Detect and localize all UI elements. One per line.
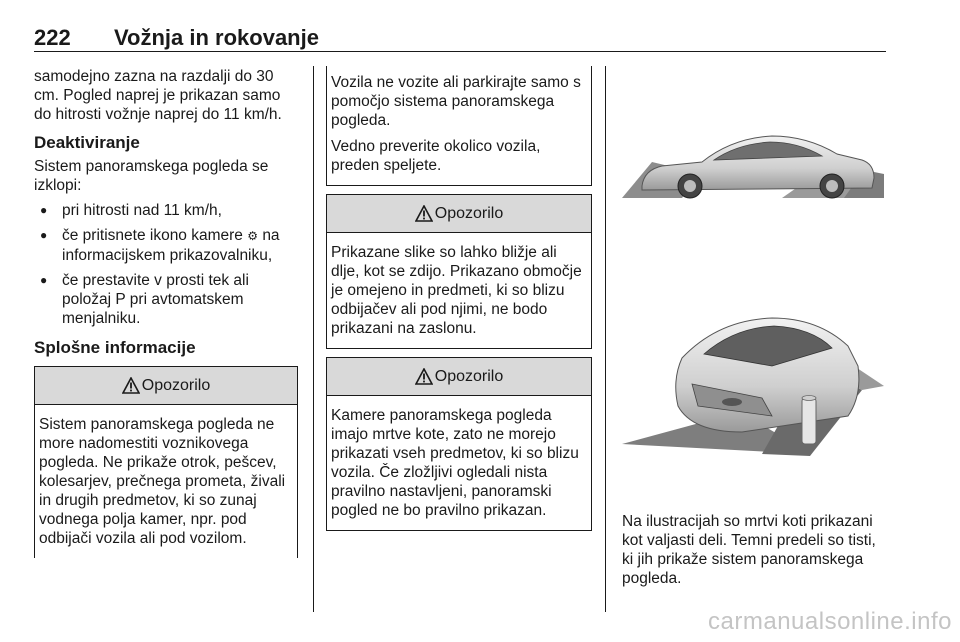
- warning-triangle-icon: [415, 205, 433, 222]
- deactivation-intro: Sistem panoramskega pogleda se izklopi:: [34, 158, 269, 194]
- side-view-car: [622, 136, 884, 198]
- column-divider-1: [313, 66, 314, 612]
- continued-paragraph-1: Vozila ne vozite ali parkirajte samo s pomočjo sistema panoramskega pogleda.: [331, 74, 581, 129]
- column-divider-2: [605, 66, 606, 612]
- car-camera-illustration: [622, 66, 884, 507]
- warning-title: Opozorilo: [434, 368, 504, 385]
- list-item-text: na informacijskem prikazovalniku,: [62, 227, 280, 264]
- warning-body: [35, 405, 297, 558]
- continued-box: [326, 66, 592, 186]
- list-item: [34, 271, 300, 328]
- page-header: [34, 26, 886, 52]
- deactivation-heading: Deaktiviranje: [34, 133, 140, 152]
- page-number: 222: [34, 25, 71, 50]
- warning-text: Sistem panoramskega pogleda ne more nadomestiti voznikovega pogleda. Ne prikaže otrok, pešcev, kolesarjev, prečnega prometa, živali in drugih predmetov, ki so zunaj vodnega polja kamer, npr. pod odbijači vozila ali pod vozilom.: [39, 416, 286, 547]
- watermark: carmanualsonline.info: [708, 608, 952, 635]
- warning-box: [326, 357, 592, 531]
- continued-body: [327, 66, 591, 185]
- column-left: [34, 67, 300, 566]
- general-info-heading: Splošne informacije: [34, 338, 196, 357]
- camera-gear-icon: ⚙: [247, 229, 258, 243]
- warning-title: Opozorilo: [141, 377, 211, 394]
- list-item-text: pri hitrosti nad 11 km/h,: [62, 202, 222, 219]
- page-title: Vožnja in rokovanje: [114, 25, 319, 50]
- warning-header: [327, 358, 591, 396]
- list-item: [34, 201, 300, 220]
- list-item-text: če prestavite v prosti tek ali položaj P pri avtomatskem menjalniku.: [62, 272, 249, 327]
- warning-text: Kamere panoramskega pogleda imajo mrtve kote, zato ne morejo prikazati vseh predmetov, ki so blizu vozila. Če zložljivi ogledali nista pravilno nastavljeni, panoramski pogled ne bo pravilno prikazan.: [331, 407, 579, 519]
- warning-header: [327, 195, 591, 233]
- warning-triangle-icon: [122, 377, 140, 394]
- deactivation-list: [34, 201, 300, 328]
- list-item-text: če pritisnete ikono kamere: [62, 227, 243, 244]
- illustration-svg: [622, 66, 884, 502]
- illustration-caption: Na ilustracijah so mrtvi koti prikazani kot valjasti deli. Temni predeli so tisti, ki jih prikaže sistem panoramskega pogleda.: [622, 513, 876, 587]
- warning-body: [327, 233, 591, 348]
- continued-paragraph-2: Vedno preverite okolico vozila, preden speljete.: [331, 138, 541, 174]
- warning-text: Prikazane slike so lahko bližje ali dlje, kot se zdijo. Prikazano območje je omejeno in predmeti, ki so blizu odbijačev ali pod njimi, ne bodo prikazani na zaslonu.: [331, 244, 582, 337]
- warning-triangle-icon: [415, 368, 433, 385]
- warning-body: [327, 396, 591, 530]
- list-item: [34, 226, 300, 265]
- intro-paragraph: samodejno zazna na razdalji do 30 cm. Pogled naprej je prikazan samo do hitrosti vožnje naprej do 11 km/h.: [34, 68, 282, 123]
- warning-box: [34, 366, 298, 558]
- warning-header: [35, 367, 297, 405]
- warning-box: [326, 194, 592, 349]
- front-view-car: [622, 318, 884, 456]
- warning-title: Opozorilo: [434, 205, 504, 222]
- column-middle: [326, 66, 592, 539]
